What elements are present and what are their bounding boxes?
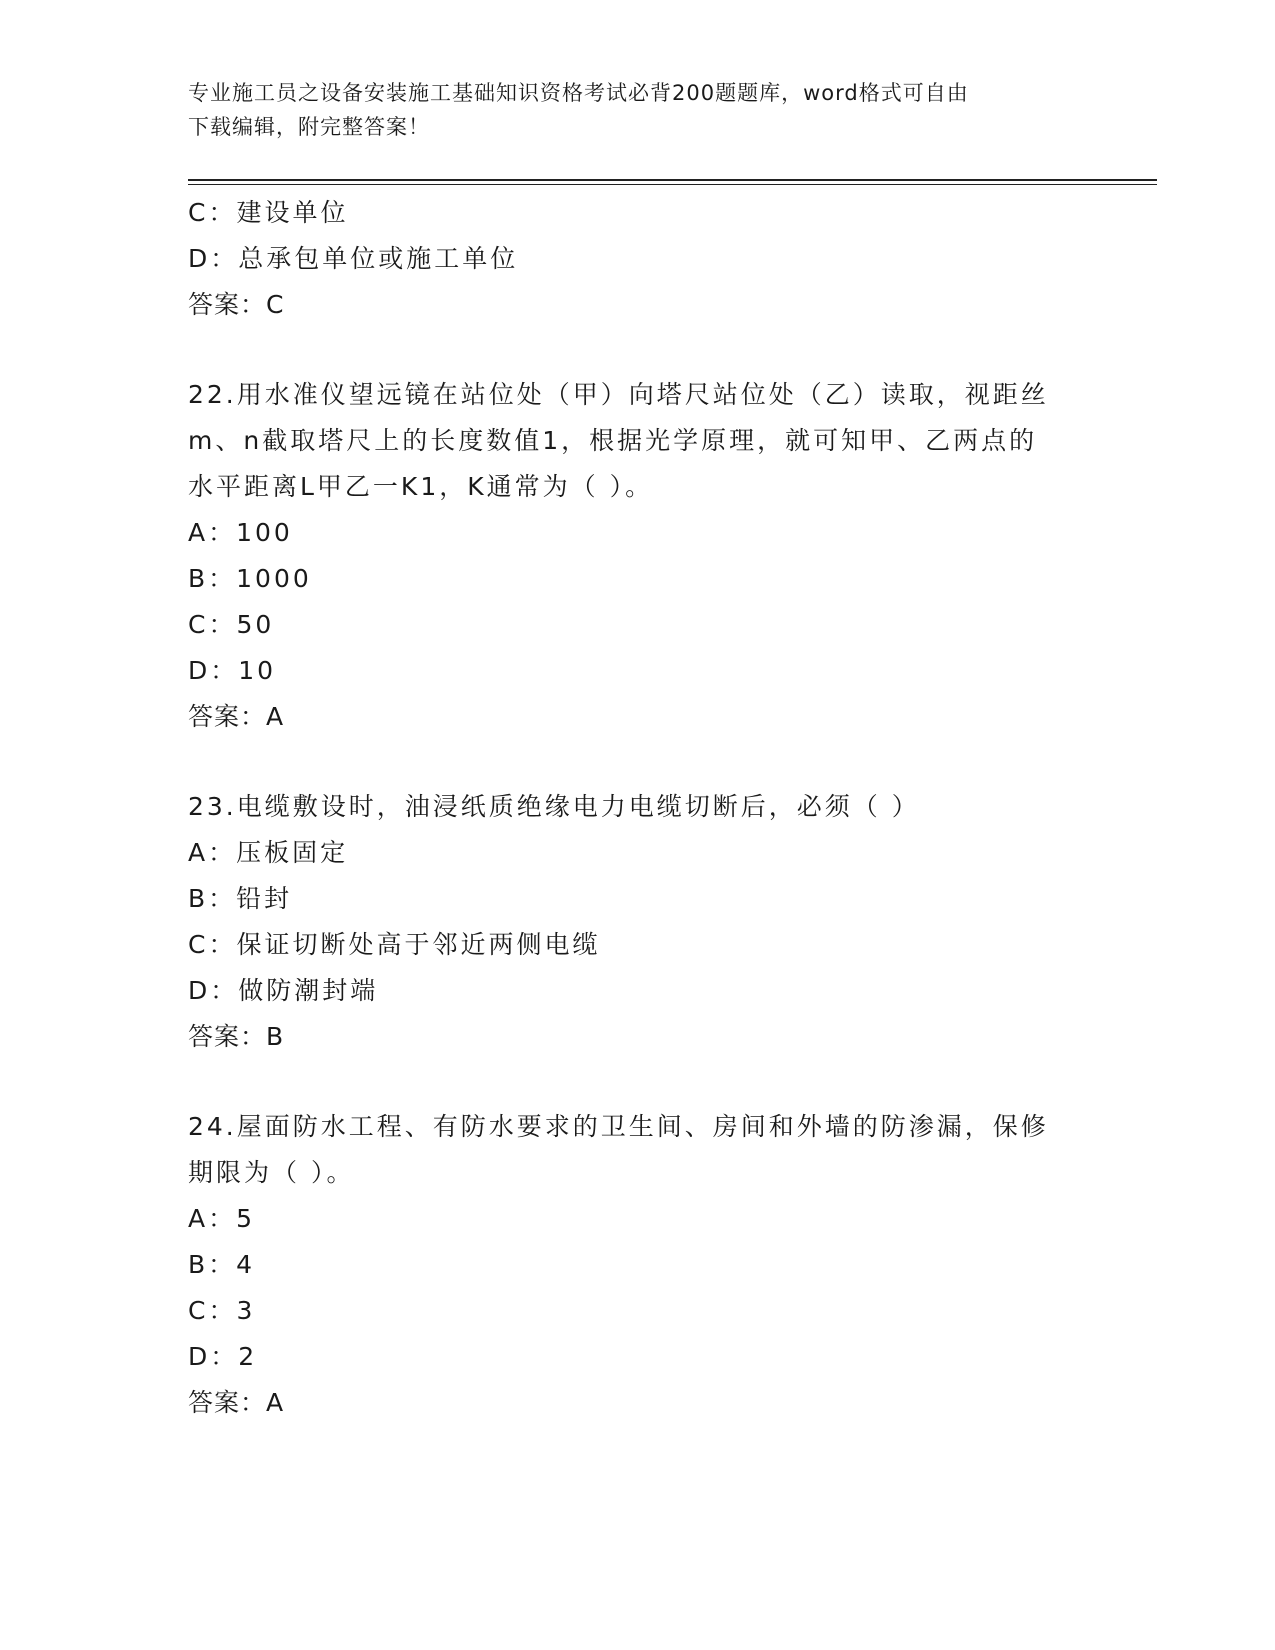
option-c: C：50 [188, 610, 275, 639]
question-text-line: 23.电缆敷设时，油浸纸质绝缘电力电缆切断后，必须（ ） [188, 792, 920, 821]
option-d: D：总承包单位或施工单位 [188, 244, 519, 273]
option-a: A：100 [188, 518, 293, 547]
option-d: D：做防潮封端 [188, 976, 379, 1005]
question-24 [188, 1104, 1088, 1426]
prev-question-block [188, 190, 1088, 328]
question-text-line: 期限为（ ）。 [188, 1158, 355, 1187]
answer-line: 答案：A [188, 1388, 285, 1417]
option-c: C：保证切断处高于邻近两侧电缆 [188, 930, 601, 959]
header-divider-thin [188, 184, 1157, 185]
option-a: A：5 [188, 1204, 256, 1233]
answer-line: 答案：B [188, 1022, 285, 1051]
question-22 [188, 372, 1088, 740]
option-a: A：压板固定 [188, 838, 349, 867]
answer-line: 答案：A [188, 702, 285, 731]
question-text-line: 22.用水准仪望远镜在站位处（甲）向塔尺站位处（乙）读取，视距丝 [188, 380, 1049, 409]
option-c: C：建设单位 [188, 198, 349, 227]
document-header [188, 76, 1088, 144]
option-b: B：4 [188, 1250, 256, 1279]
option-c: C：3 [188, 1296, 256, 1325]
question-gap [188, 1060, 1088, 1104]
answer-line: 答案：C [188, 290, 285, 319]
header-divider-thick [188, 179, 1157, 181]
option-d: D：2 [188, 1342, 258, 1371]
question-23 [188, 784, 1088, 1060]
header-title-line-1: 专业施工员之设备安装施工基础知识资格考试必背200题题库，word格式可自由 [188, 81, 969, 105]
option-d: D：10 [188, 656, 277, 685]
question-list [188, 190, 1088, 1426]
question-text-line: m、n截取塔尺上的长度数值1，根据光学原理，就可知甲、乙两点的 [188, 426, 1038, 455]
question-text-line: 水平距离L甲乙一K1，K通常为（ ）。 [188, 472, 654, 501]
question-text-line: 24.屋面防水工程、有防水要求的卫生间、房间和外墙的防渗漏，保修 [188, 1112, 1049, 1141]
question-gap [188, 740, 1088, 784]
question-gap [188, 328, 1088, 372]
option-b: B：1000 [188, 564, 312, 593]
header-title-line-2: 下载编辑，附完整答案！ [188, 115, 430, 139]
option-b: B：铅封 [188, 884, 293, 913]
